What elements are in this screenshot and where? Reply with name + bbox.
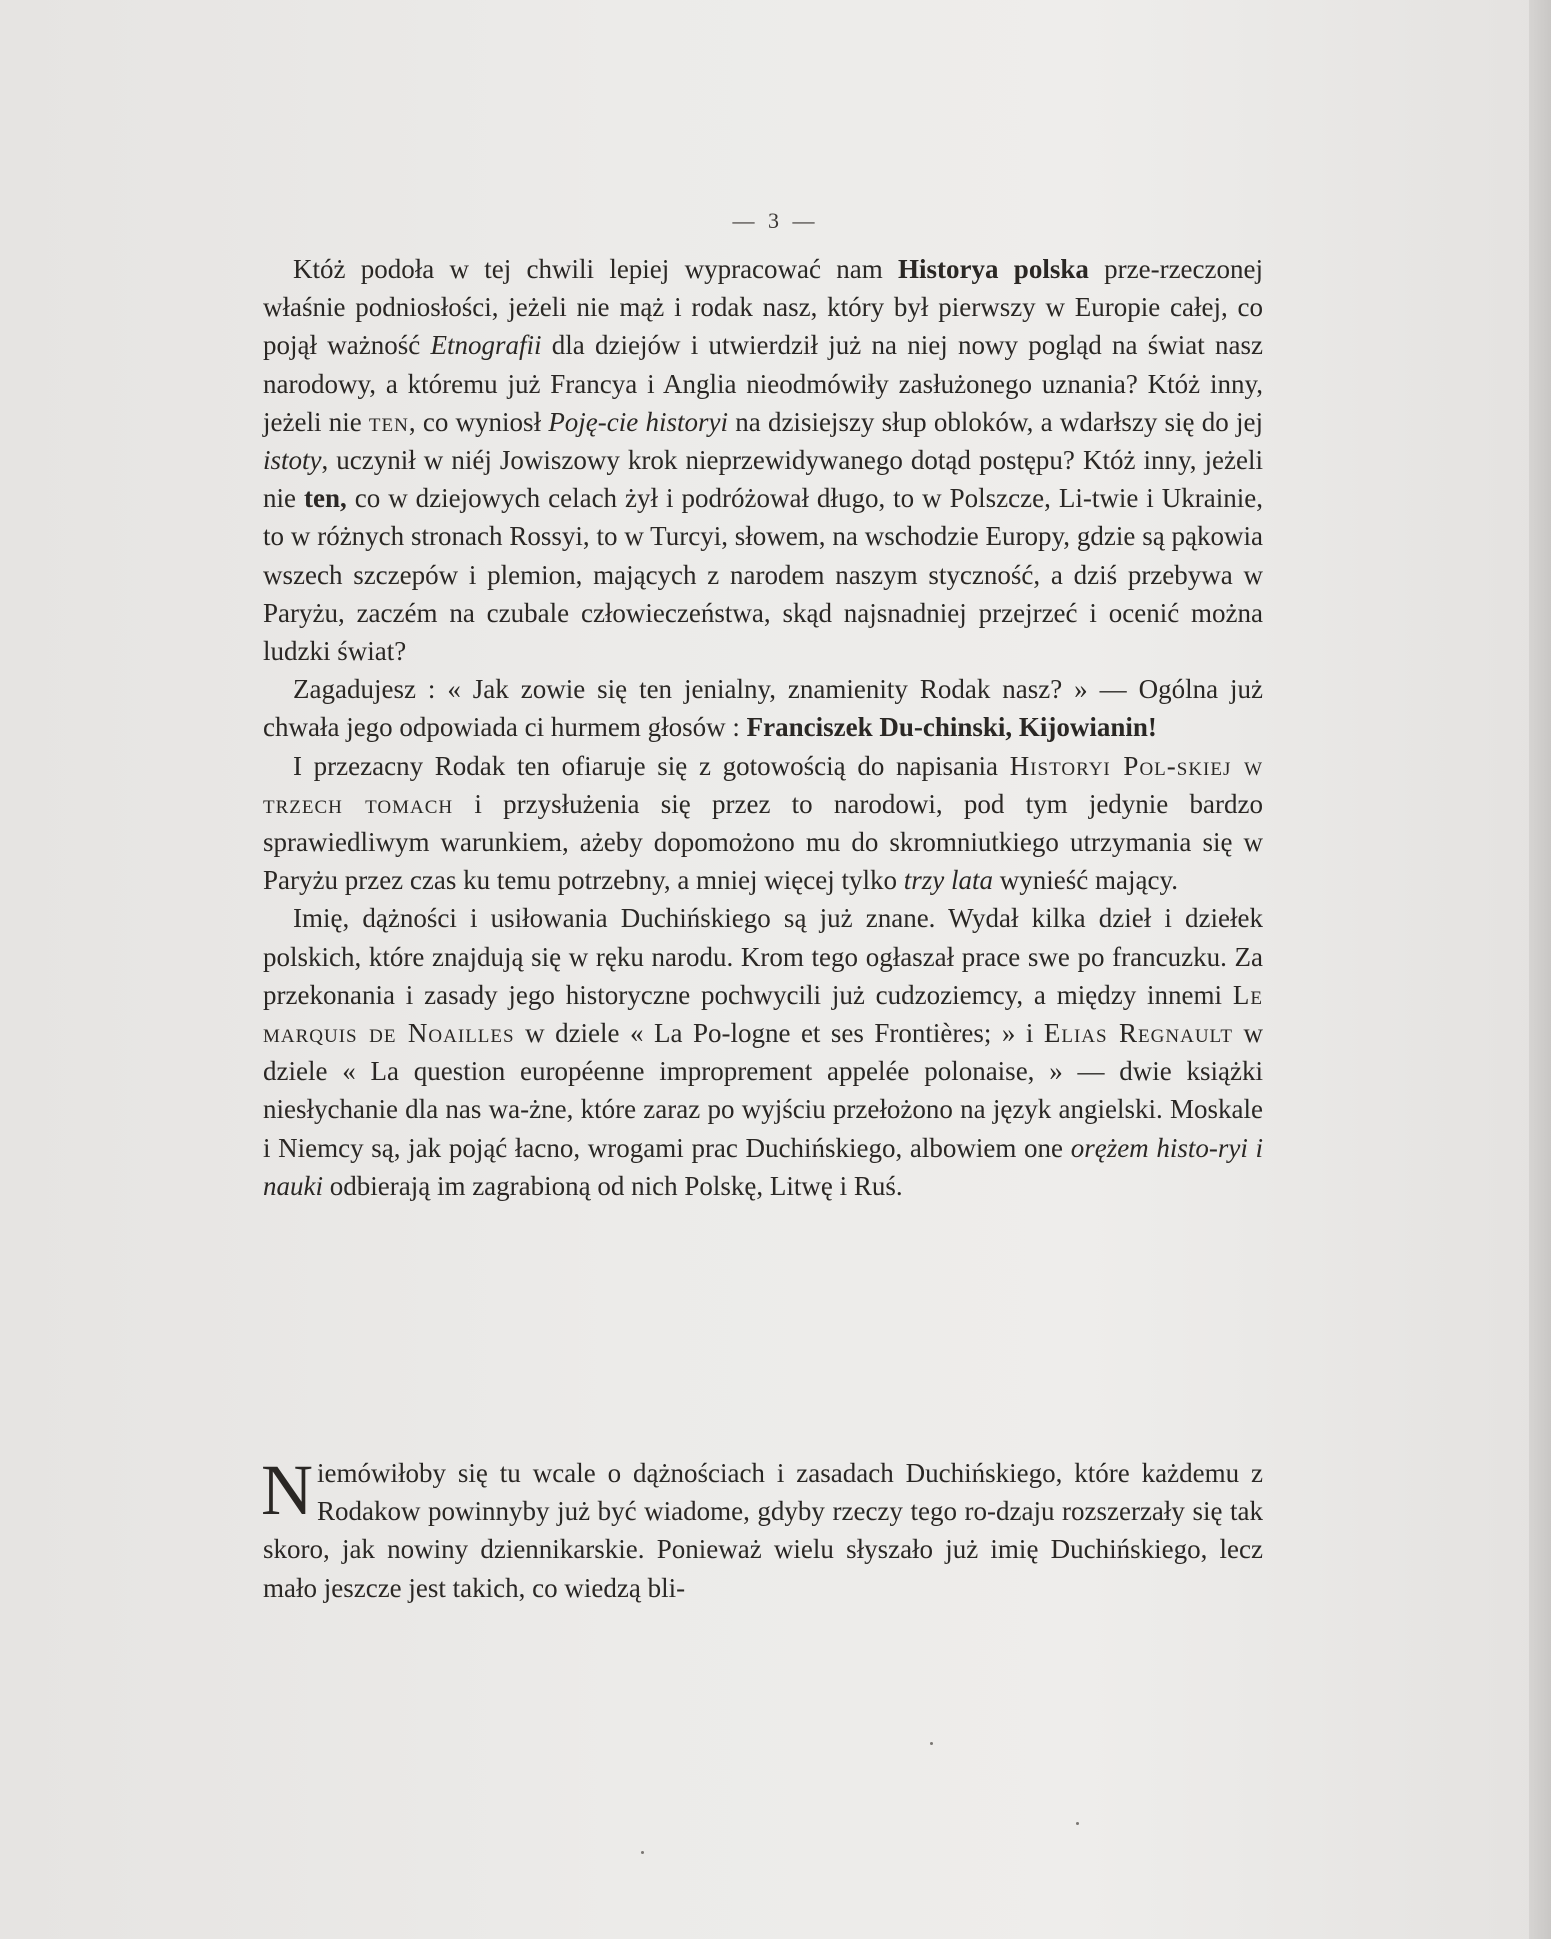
text: iemówiłoby się tu wcale o dążnościach i zasadach Duchińskiego, które każdemu z Rodakow powinnyby już być wiadome, gdyby rzeczy tego ro-dzaju rozszerzały się tak skoro, jak nowiny dziennikarskie. Ponieważ wielu słyszało już imię Duchińskiego, lecz mało jeszcze jest takich, co wiedzą bli- [263, 1458, 1263, 1603]
paragraph-5 [261, 1450, 1263, 1607]
text: , uczynił w niéj Jowiszowy krok nieprzewidywanego dotąd postępu? Któż inny, jeżeli nie [263, 445, 1263, 514]
text: i przysłużenia się przez to narodowi, pod tym jedynie bardzo sprawiedliwym warunkiem, ażeby dopomożono mu do skromniutkiego utrzymania się w Paryżu przez czas ku temu potrzebny, a mniej więcej tylko [263, 788, 1263, 896]
drop-cap: N [261, 1450, 313, 1530]
italic-text: orężem histo-ryi i nauki [263, 1132, 1263, 1201]
page-edge [1529, 0, 1551, 1939]
italic-text: Etnografii [430, 330, 542, 361]
page-number: — 3 — [732, 208, 819, 233]
paragraph-1 [263, 250, 1263, 670]
italic-text: istoty [263, 445, 322, 476]
text: Któż podoła w tej chwili lepiej wypracować nam [293, 254, 899, 284]
small-caps-text: ten [368, 406, 409, 437]
text: prze-rzeczonej właśnie podniosłości, jeżeli nie mąż i rodak nasz, który był pierwszy w Europie całej, co pojął ważność [263, 254, 1263, 361]
text: , co wyniosł [408, 406, 549, 437]
bold-author-name: Franciszek Du-chinski, Kijowianin! [746, 712, 1157, 743]
text: dla dziejów i utwierdził już na niej nowy pogląd na świat nasz narodowy, a któremu już Francya i Anglia nieodmówiły zasłużonego uznania? Któż inny, jeżeli nie [263, 330, 1263, 437]
text-column-upper [263, 250, 1263, 1205]
text: w dziele « La question européenne improprement appelée polonaise, » — dwie książki niesłychanie dla nas wa-żne, które zaraz po wyjściu przełożono na język angielski. Moskale i Niemcy są, jak pojąć łacno, wrogami prac Duchińskiego, albowiem one [263, 1018, 1264, 1163]
paragraph-3 [263, 747, 1263, 900]
paragraph-2 [263, 670, 1263, 746]
text: na dzisiejszy słup obloków, a wdarłszy się do jej [728, 406, 1263, 437]
text: I przezacny Rodak ten ofiaruje się z gotowością do napisania [293, 750, 1010, 781]
italic-text: trzy lata [903, 865, 994, 896]
text-column-lower [261, 1450, 1263, 1607]
text: w dziele « La Po-logne et ses Frontières; » i [514, 1018, 1044, 1049]
text: co w dziejowych celach żył i podróżował długo, to w Polszcze, Li-twie i Ukrainie, to w różnych stronach Rossyi, to w Turcyi, słowem, na wschodzie Europy, gdzie są pąkowia wszech szczepów i plemion, mających z narodem naszym styczność, a dziś przebywa w Paryżu, zaczém na czubale człowieczeństwa, skąd najsnadniej przejrzeć i ocenić można ludzki świat? [263, 483, 1263, 667]
bold-text: ten, [303, 483, 347, 514]
text: wynieść mający. [993, 865, 1178, 896]
text: Zagadujesz : « Jak zowie się ten jenialny, znamienity Rodak nasz? » — Ogólna już chwała jego odpowiada ci hurmem głosów : [263, 674, 1263, 743]
small-caps-text: Historyi Pol-skiej w trzech tomach [263, 750, 1264, 819]
paper-speck [641, 1851, 644, 1854]
text: odbierają im zagrabioną od nich Polskę, Litwę i Ruś. [323, 1170, 903, 1201]
bold-title: Historya polska [898, 254, 1089, 284]
italic-text: Poję-cie historyi [548, 406, 728, 437]
paper-speck [930, 1742, 933, 1745]
small-caps-text: Elias Regnault [1043, 1018, 1234, 1049]
small-caps-text: Le marquis de Noailles [263, 979, 1263, 1049]
paragraph-4 [263, 899, 1263, 1205]
text: Imię, dążności i usiłowania Duchińskiego są już znane. Wydał kilka dzieł i dziełek polskich, które znajdują się w ręku narodu. Krom tego ogłaszał prace swe po francuzku. Za przekonania i zasady jego historyczne pochwycili już cudzoziemcy, a między innemi [263, 903, 1263, 1010]
paper-speck [1076, 1822, 1079, 1825]
